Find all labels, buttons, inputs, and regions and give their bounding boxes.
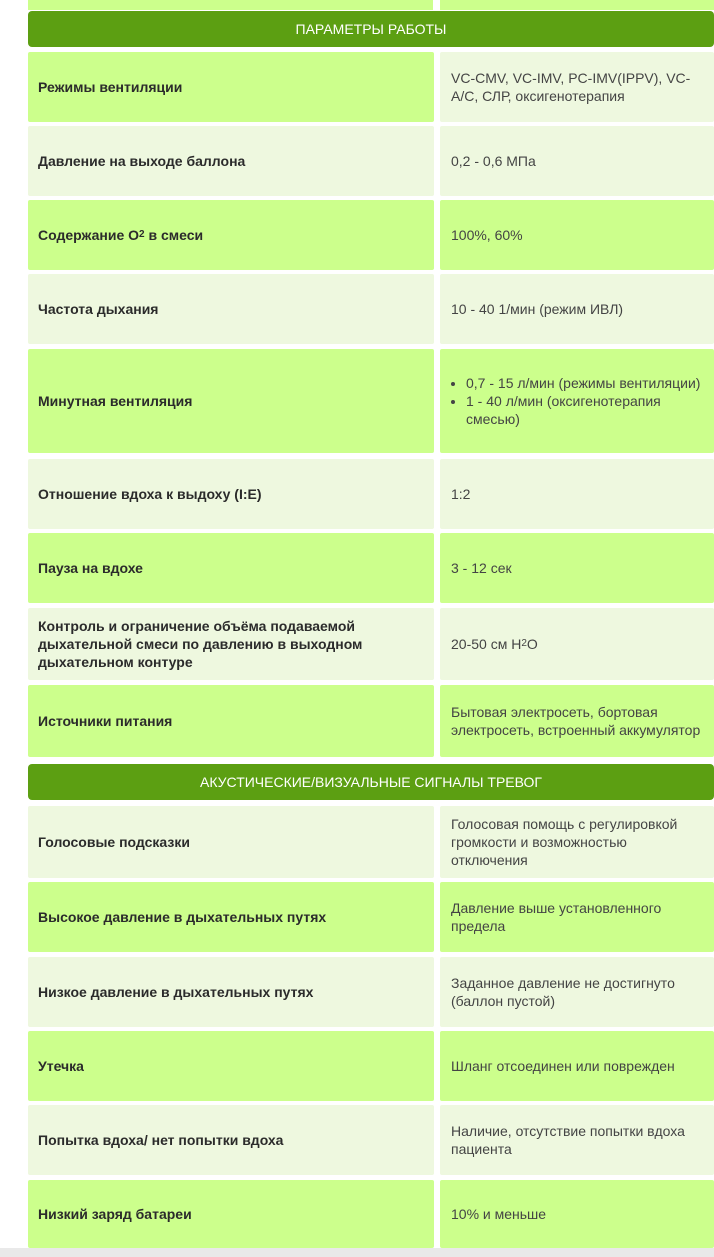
row-value: 3 - 12 сек (440, 533, 714, 603)
row-value (440, 349, 714, 453)
row-label: Утечка (28, 1031, 434, 1101)
value-text-tail: O (526, 636, 538, 652)
table-row (28, 685, 714, 757)
row-value: Давление выше установленного предела (440, 882, 714, 952)
row-value: Голосовая помощь с регулировкой громкости и возможностью отключения (440, 806, 714, 878)
table-row (28, 200, 714, 270)
section-header-operating-parameters: ПАРАМЕТРЫ РАБОТЫ (28, 11, 714, 47)
row-label: Давление на выходе баллона (28, 126, 434, 196)
list-item: • 1 - 40 л/мин (оксигенотерапия смесью) (466, 392, 706, 428)
row-value: 20-50 см H 2 O (440, 608, 714, 680)
row-value: Бытовая электросеть, бортовая электросеть, встроенный аккумулятор (440, 685, 714, 757)
table-row (28, 1105, 714, 1175)
row-label: Источники питания (28, 685, 434, 757)
row-value: Шланг отсоединен или поврежден (440, 1031, 714, 1101)
value-text: 20-50 см H (451, 636, 522, 652)
row-value: VC-CMV, VC-IMV, PC-IMV(IPPV), VC-A/C, СЛР, оксигенотерапия (440, 52, 714, 122)
label-text-tail: в смеси (144, 227, 204, 243)
table-row (28, 533, 714, 603)
row-label: Голосовые подсказки (28, 806, 434, 878)
row-value: 1:2 (440, 459, 714, 529)
table-row (28, 957, 714, 1027)
row-label: Отношение вдоха к выдоху (I:E) (28, 459, 434, 529)
table-row (28, 52, 714, 122)
row-label: Минутная вентиляция (28, 349, 434, 453)
table-row (28, 274, 714, 344)
table-row (28, 349, 714, 453)
row-label: Режимы вентиляции (28, 52, 434, 122)
row-label: Пауза на вдохе (28, 533, 434, 603)
list-item: • 0,7 - 15 л/мин (режимы вентиляции) (466, 374, 706, 392)
page-bottom-divider (0, 1248, 714, 1257)
previous-row-value-cell (440, 0, 714, 10)
value-list (451, 374, 706, 428)
previous-row-label-cell (28, 0, 433, 10)
previous-row-remnant (28, 0, 714, 10)
row-label: Низкое давление в дыхательных путях (28, 957, 434, 1027)
row-label: Контроль и ограничение объёма подаваемой дыхательной смеси по давлению в выходном дыхательном контуре (28, 608, 434, 680)
table-row (28, 126, 714, 196)
table-row (28, 806, 714, 878)
row-value: 10% и меньше (440, 1180, 714, 1248)
table-row (28, 608, 714, 680)
table-row (28, 882, 714, 952)
table-row (28, 459, 714, 529)
row-value: 10 - 40 1/мин (режим ИВЛ) (440, 274, 714, 344)
table-row (28, 1031, 714, 1101)
label-text: Содержание O (38, 227, 140, 243)
row-label: Высокое давление в дыхательных путях (28, 882, 434, 952)
row-value: 100%, 60% (440, 200, 714, 270)
table-row (28, 1180, 714, 1248)
row-value: Заданное давление не достигнуто (баллон пустой) (440, 957, 714, 1027)
section-header-alarms: АКУСТИЧЕСКИЕ/ВИЗУАЛЬНЫЕ СИГНАЛЫ ТРЕВОГ (28, 764, 714, 800)
row-value: Наличие, отсутствие попытки вдоха пациента (440, 1105, 714, 1175)
row-label: Частота дыхания (28, 274, 434, 344)
row-value: 0,2 - 0,6 МПа (440, 126, 714, 196)
row-label: Содержание O 2 в смеси (28, 200, 434, 270)
row-label: Попытка вдоха/ нет попытки вдоха (28, 1105, 434, 1175)
row-label: Низкий заряд батареи (28, 1180, 434, 1248)
